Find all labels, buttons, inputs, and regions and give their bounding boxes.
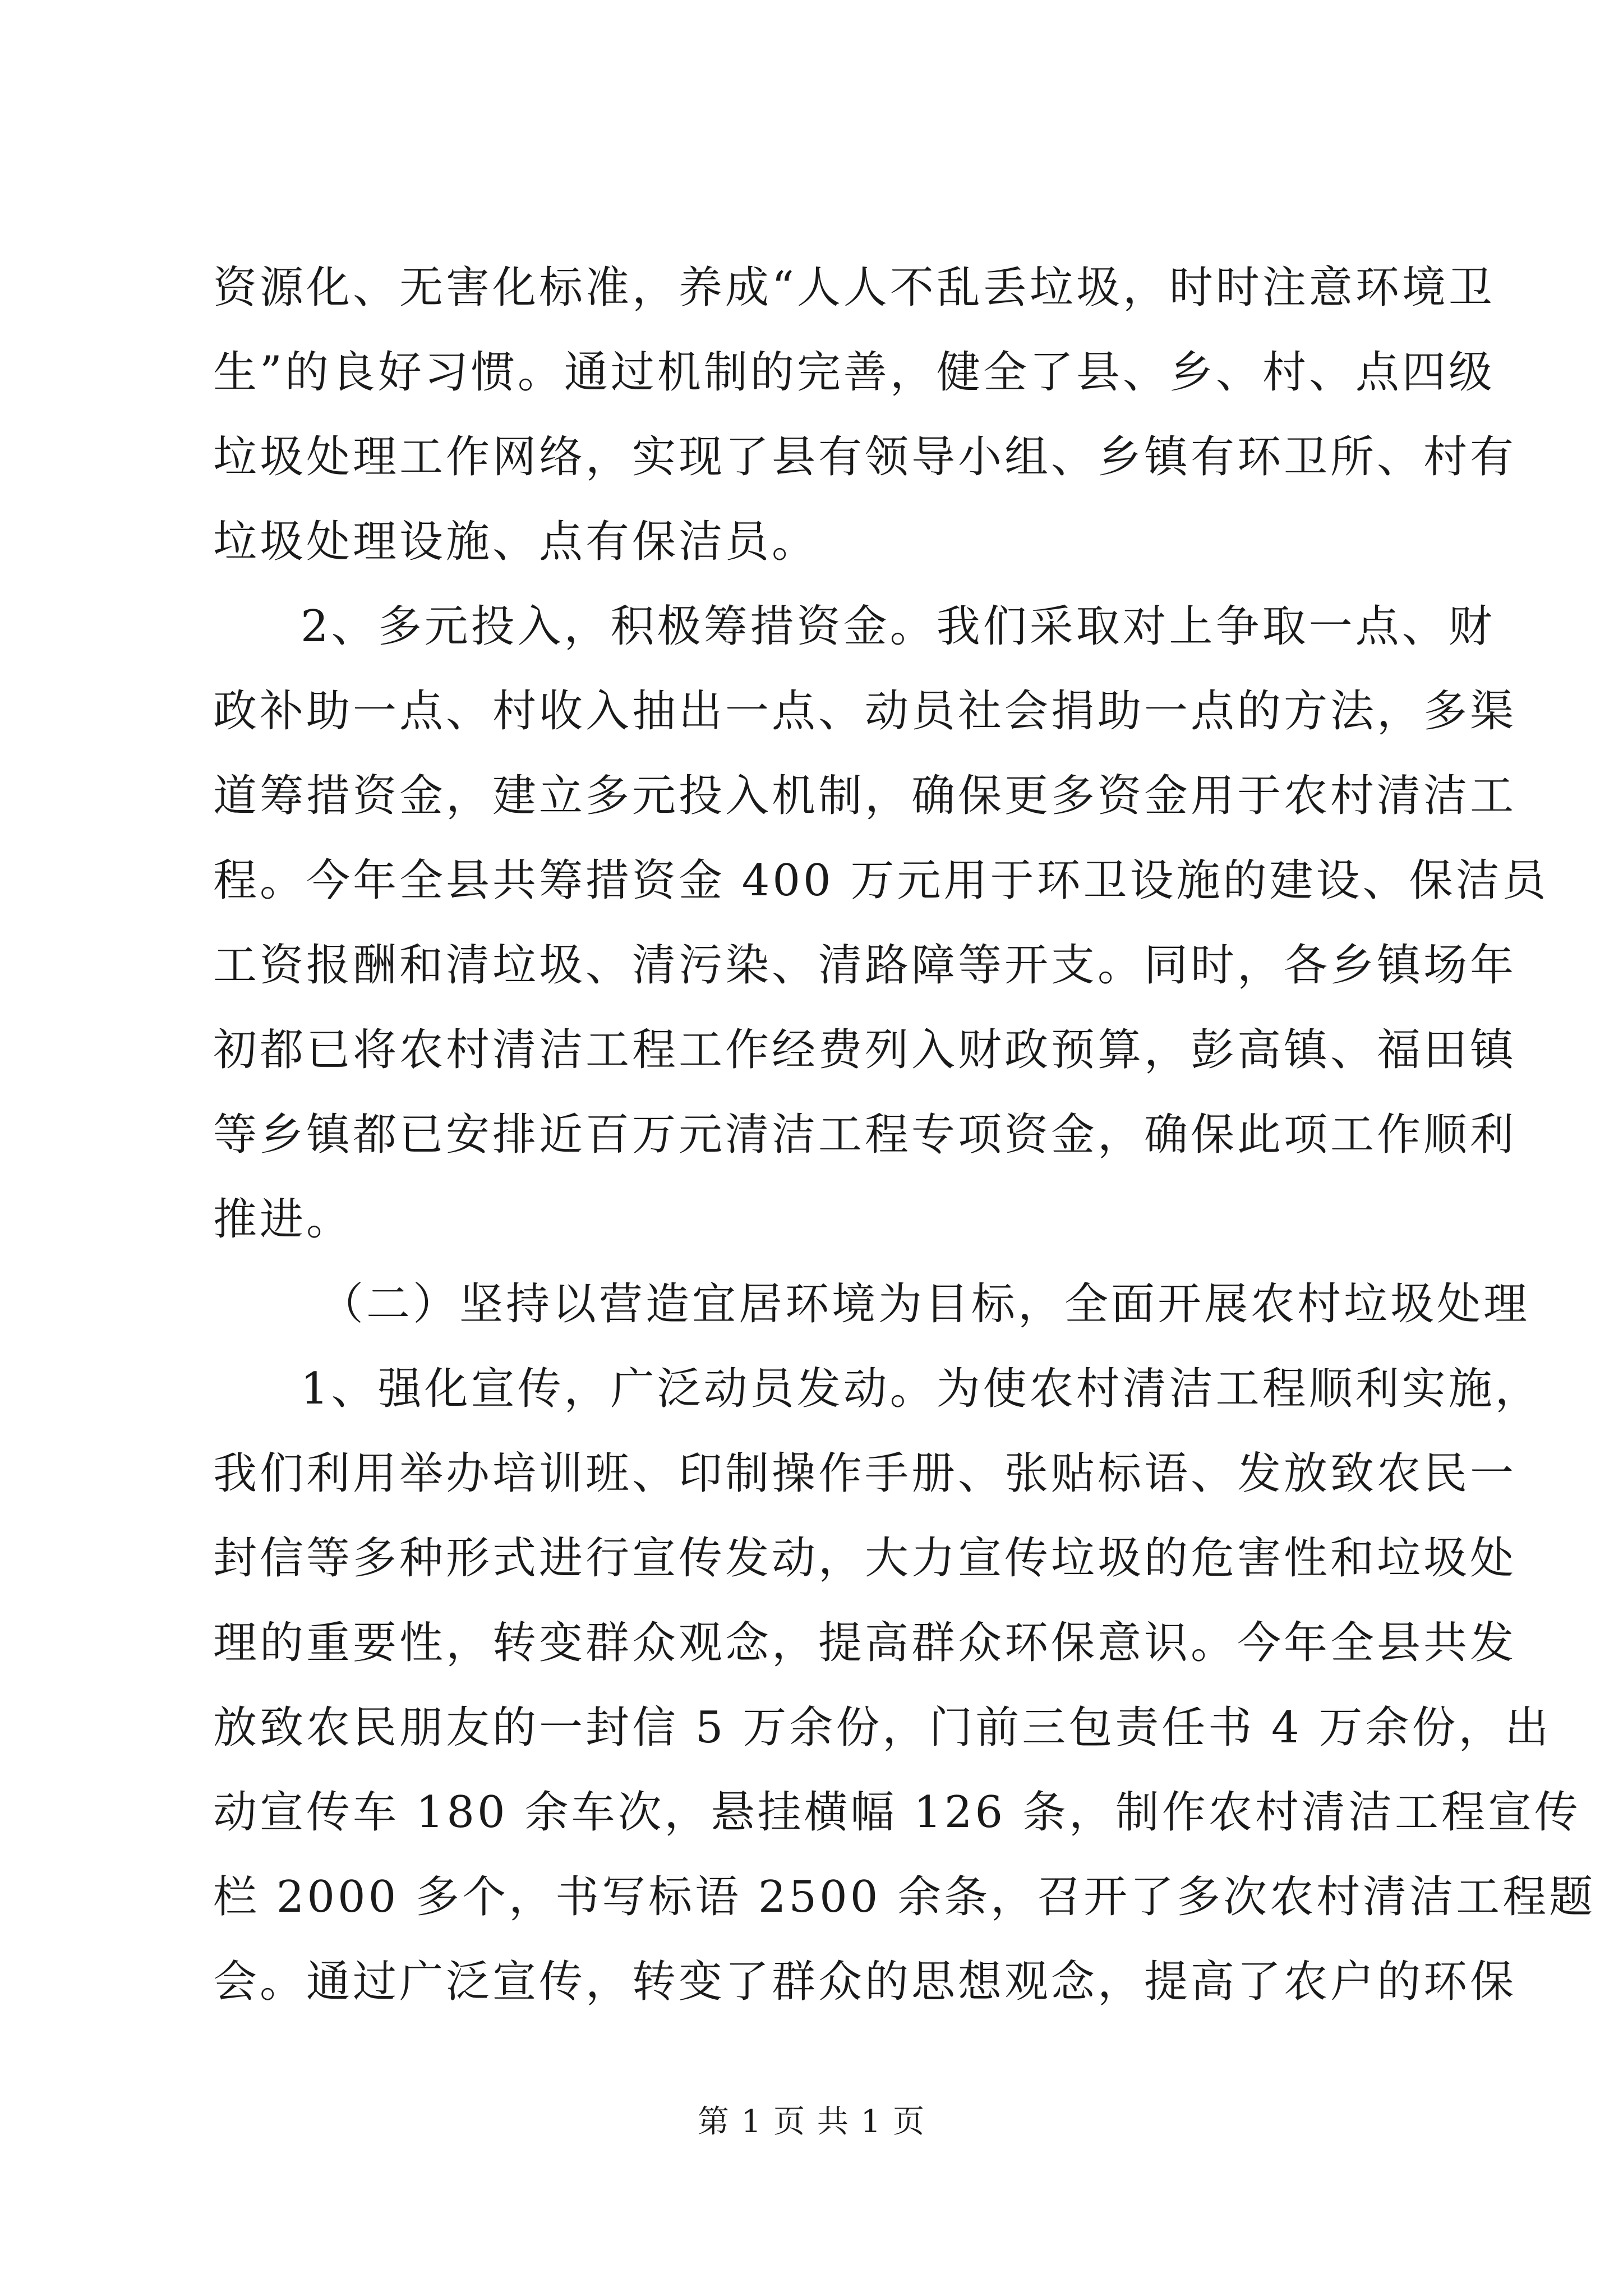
page-number-footer: 第 1 页 共 1 页 [697,2104,926,2140]
text-line: 理的重要性，转变群众观念，提高群众环保意识。今年全县共发 [213,1618,1517,1668]
text-line: 工资报酬和清垃圾、清污染、清路障等开支。同时，各乡镇场年 [213,940,1517,991]
text-line: 放致农民朋友的一封信 5 万余份，门前三包责任书 4 万余份，出 [213,1703,1552,1753]
text-line: 动宣传车 180 余车次，悬挂横幅 126 条，制作农村清洁工程宣传 [213,1787,1581,1838]
text-line: 等乡镇都已安排近百万元清洁工程专项资金，确保此项工作顺利 [213,1110,1517,1160]
text-line: 我们利用举办培训班、印制操作手册、张贴标语、发放致农民一 [213,1448,1517,1499]
text-line: 生”的良好习惯。通过机制的完善，健全了县、乡、村、点四级 [213,347,1495,398]
text-line: 程。今年全县共筹措资金 400 万元用于环卫设施的建设、保洁员 [213,855,1549,906]
text-line: 栏 2000 多个，书写标语 2500 余条，召开了多次农村清洁工程题 [213,1872,1596,1922]
text-line: 推进。 [213,1194,353,1245]
text-line: 会。通过广泛宣传，转变了群众的思想观念，提高了农户的环保 [213,1957,1517,2007]
body-text [213,246,1596,2024]
text-line: 资源化、无害化标准，养成“人人不乱丢垃圾，时时注意环境卫 [213,263,1495,313]
paragraph-start-line: 1、强化宣传，广泛动员发动。为使农村清洁工程顺利实施， [301,1364,1542,1414]
section-heading: （二）坚持以营造宜居环境为目标，全面开展农村垃圾处理 [320,1279,1530,1329]
text-line: 道筹措资金，建立多元投入机制，确保更多资金用于农村清洁工 [213,771,1517,821]
text-line: 封信等多种形式进行宣传发动，大力宣传垃圾的危害性和垃圾处 [213,1533,1517,1584]
text-line: 初都已将农村清洁工程工作经费列入财政预算，彭高镇、福田镇 [213,1025,1517,1075]
paragraph-start-line: 2、多元投入，积极筹措资金。我们采取对上争取一点、财 [301,601,1495,652]
text-line: 垃圾处理设施、点有保洁员。 [213,517,819,567]
text-line: 垃圾处理工作网络，实现了县有领导小组、乡镇有环卫所、村有 [213,432,1517,482]
text-line: 政补助一点、村收入抽出一点、动员社会捐助一点的方法，多渠 [213,686,1517,737]
